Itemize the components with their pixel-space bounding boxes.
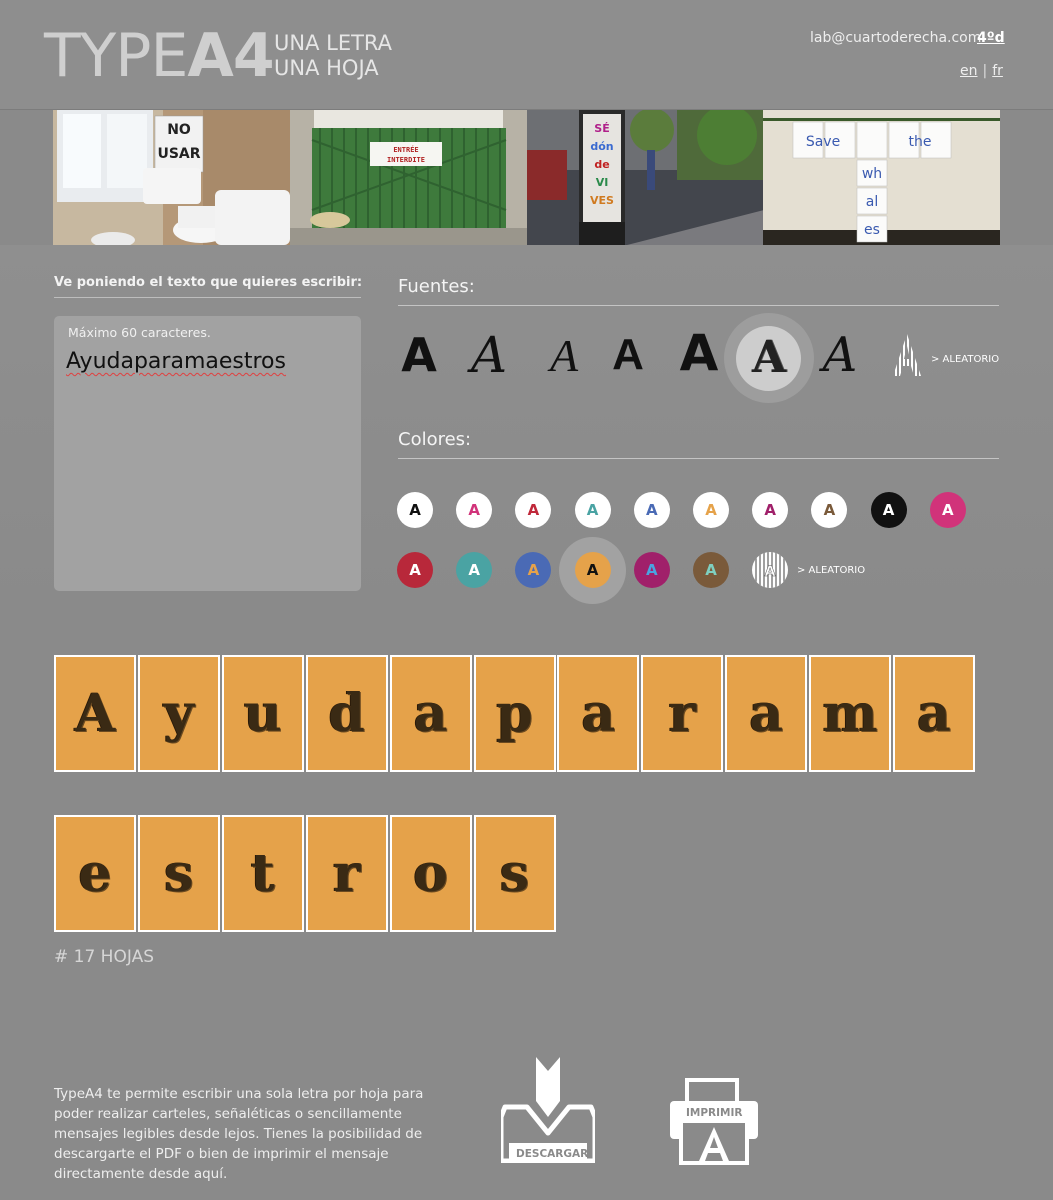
- photo-sign-text: es: [864, 222, 881, 238]
- download-label: DESCARGAR: [516, 1148, 589, 1160]
- color-swatch[interactable]: [930, 492, 966, 528]
- photo-sign-text: ENTRÉE: [393, 146, 419, 154]
- font-glyph: A: [470, 326, 508, 384]
- font-option-striped[interactable]: [877, 325, 937, 385]
- letter-glyph: a: [581, 683, 616, 744]
- font-option-sans-2[interactable]: [598, 325, 658, 385]
- color-swatch[interactable]: [456, 492, 492, 528]
- printer-icon: [667, 1077, 761, 1165]
- photo-sign-text: dón: [589, 140, 614, 153]
- color-glyph: A: [941, 501, 954, 519]
- color-random-link[interactable]: > ALEATORIO: [797, 565, 866, 576]
- color-swatch[interactable]: [871, 492, 907, 528]
- letter-glyph: A: [74, 683, 116, 744]
- photo-no-usar: [53, 110, 290, 245]
- letter-glyph: r: [332, 843, 361, 904]
- letter-sheet: [725, 655, 807, 772]
- textarea-hint: Máximo 60 caracteres.: [68, 325, 211, 340]
- site-header: [0, 0, 1053, 110]
- photo-entree-interdite: [290, 110, 527, 245]
- letter-sheet: [390, 655, 472, 772]
- font-glyph: A: [751, 331, 787, 383]
- letter-glyph: y: [163, 683, 194, 744]
- photo-sign-text: INTERDITE: [386, 156, 425, 164]
- download-button[interactable]: [501, 1057, 595, 1163]
- color-swatch[interactable]: [397, 552, 433, 588]
- sheet-count: # 17 HOJAS: [54, 947, 154, 967]
- divider: [54, 297, 361, 298]
- photo-save-the-whales: [763, 110, 1000, 245]
- color-swatch[interactable]: [693, 492, 729, 528]
- letter-glyph: a: [749, 683, 784, 744]
- photo-sign-text: VI: [595, 176, 608, 189]
- letter-sheet: [641, 655, 723, 772]
- color-glyph: A: [882, 501, 895, 519]
- color-swatch[interactable]: [634, 492, 670, 528]
- letter-glyph: r: [668, 683, 696, 744]
- letter-glyph: a: [917, 683, 951, 744]
- color-glyph: A: [705, 561, 717, 579]
- font-glyph: A: [822, 327, 858, 383]
- letter-sheet: [54, 815, 136, 932]
- letter-glyph: o: [413, 843, 448, 904]
- lang-fr-link[interactable]: fr: [992, 63, 1003, 79]
- divider: [398, 458, 999, 459]
- photo-sign-text: USAR: [157, 146, 201, 162]
- color-glyph: A: [468, 501, 480, 519]
- font-option-script-2[interactable]: [534, 325, 594, 385]
- divider: [398, 305, 999, 306]
- photo-sign-text: the: [908, 134, 932, 150]
- font-option-sans-heavy[interactable]: [669, 323, 729, 383]
- color-swatch[interactable]: [575, 492, 611, 528]
- striped-a-icon: [887, 332, 927, 378]
- logo-text-bold: A4: [187, 21, 274, 91]
- colors-title: Colores:: [398, 429, 472, 450]
- print-label: IMPRIMIR: [686, 1107, 743, 1119]
- letter-glyph: s: [164, 843, 194, 904]
- photo-sign-text: de: [593, 158, 610, 171]
- studio-link[interactable]: 4ºd: [977, 30, 1005, 46]
- letter-sheet: [54, 655, 136, 772]
- letter-glyph: m: [822, 683, 878, 744]
- tagline-line-2: UNA HOJA: [274, 56, 379, 80]
- photo-sign-text: SÉ: [593, 122, 610, 135]
- letter-sheet: [222, 815, 304, 932]
- color-swatch[interactable]: [575, 552, 611, 588]
- letter-glyph: a: [413, 683, 448, 744]
- lang-en-link[interactable]: en: [960, 63, 978, 79]
- color-swatch[interactable]: [456, 552, 492, 588]
- photo-sign-text: NO: [167, 122, 191, 138]
- letter-sheet: [138, 655, 220, 772]
- lang-separator: |: [982, 63, 988, 79]
- letter-sheet: [306, 815, 388, 932]
- photo-sign-text: wh: [862, 166, 883, 182]
- letter-sheet: [138, 815, 220, 932]
- text-input-label: Ve poniendo el texto que quieres escribir:: [54, 275, 363, 290]
- font-random-link[interactable]: > ALEATORIO: [931, 354, 1000, 365]
- color-glyph: A: [527, 501, 540, 519]
- color-glyph: A: [764, 564, 776, 580]
- letter-sheet: [474, 655, 556, 772]
- letter-sheet: [893, 655, 975, 772]
- letter-sheet: [306, 655, 388, 772]
- message-textarea[interactable]: [54, 316, 361, 591]
- font-glyph: A: [549, 329, 579, 381]
- print-button[interactable]: [667, 1077, 761, 1165]
- tagline: [274, 31, 392, 81]
- site-logo[interactable]: [44, 21, 274, 91]
- color-glyph: A: [645, 501, 658, 519]
- photo-column-poster: [527, 110, 764, 245]
- letter-glyph: s: [499, 843, 530, 904]
- contact-email-link[interactable]: lab@cuartoderecha.com: [810, 30, 982, 46]
- font-option-sans-bold[interactable]: [389, 325, 449, 385]
- font-glyph: A: [401, 328, 437, 382]
- letter-glyph: d: [328, 683, 365, 744]
- color-glyph: A: [764, 501, 776, 519]
- photo-sign-text: VES: [589, 194, 614, 207]
- photo-strip: [53, 110, 1000, 245]
- letter-sheet: [222, 655, 304, 772]
- color-glyph: A: [645, 561, 658, 579]
- color-glyph: A: [823, 501, 836, 519]
- color-glyph: A: [527, 561, 540, 579]
- color-glyph: A: [468, 561, 480, 579]
- color-swatch[interactable]: [397, 492, 433, 528]
- font-option-script-1[interactable]: [459, 325, 519, 385]
- color-glyph: A: [586, 501, 599, 519]
- letter-sheet: [474, 815, 556, 932]
- color-swatch[interactable]: [752, 492, 788, 528]
- font-glyph: A: [612, 330, 644, 379]
- letter-sheet: [390, 815, 472, 932]
- font-option-script-3[interactable]: [810, 325, 870, 385]
- color-glyph: A: [409, 501, 421, 519]
- color-glyph: A: [705, 501, 717, 519]
- logo-text: TYPE: [44, 21, 188, 91]
- letter-sheet: [809, 655, 891, 772]
- letter-glyph: p: [496, 683, 533, 744]
- tagline-line-1: UNA LETRA: [274, 31, 393, 55]
- textarea-value: Ayudaparamaestros: [66, 349, 286, 374]
- letter-glyph: e: [78, 843, 112, 904]
- language-switcher: [960, 63, 1003, 79]
- photo-sign-text: Save: [806, 134, 841, 150]
- photo-sign-text: al: [866, 194, 879, 210]
- description-text: TypeA4 te permite escribir una sola letra por hoja para poder realizar carteles, señaléticas o sencillamente mensajes legibles desde lejos. Tienes la posibilidad de descargarte el PDF o bien de imprimir el mensaje directamente desde aquí.: [54, 1086, 424, 1182]
- color-glyph: A: [586, 561, 599, 579]
- color-swatch[interactable]: [693, 552, 729, 588]
- font-glyph: A: [679, 324, 719, 382]
- fonts-title: Fuentes:: [398, 276, 475, 297]
- striped-swatch-icon: [752, 552, 788, 588]
- color-glyph: A: [409, 561, 421, 579]
- color-swatch[interactable]: [634, 552, 670, 588]
- color-random-swatch[interactable]: [752, 552, 788, 588]
- letter-glyph: t: [250, 843, 275, 904]
- letter-glyph: u: [243, 683, 282, 744]
- font-option-typewriter-selected[interactable]: [739, 327, 799, 387]
- letter-sheet: [557, 655, 639, 772]
